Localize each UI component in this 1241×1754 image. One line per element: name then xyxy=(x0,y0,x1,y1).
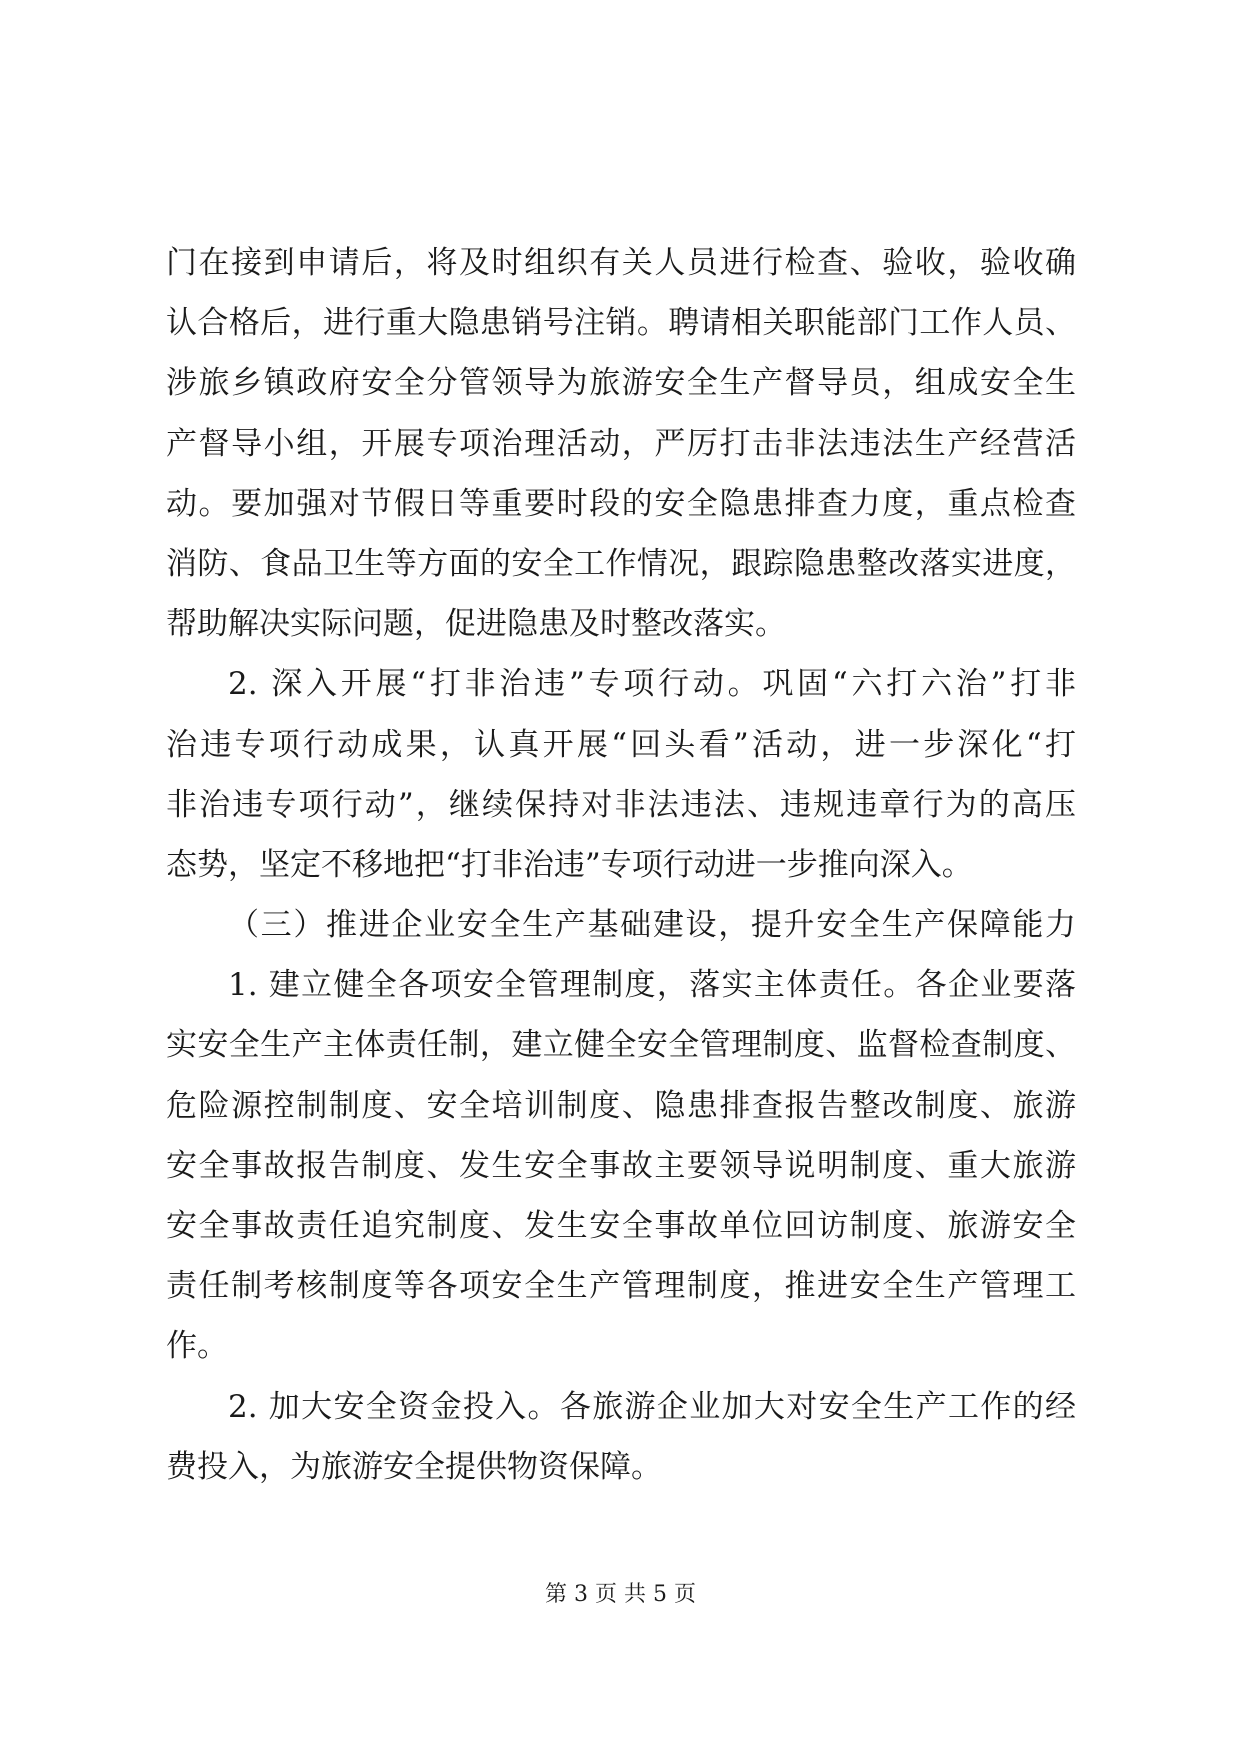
text-line: 安全事故报告制度、发生安全事故主要领导说明制度、重大旅游 xyxy=(166,1147,1076,1184)
page-number-footer: 第 3 页 共 5 页 xyxy=(545,1582,696,1607)
text-line: 危险源控制制度、安全培训制度、隐患排查报告整改制度、旅游 xyxy=(166,1087,1076,1124)
text-line: 作。 xyxy=(166,1328,228,1365)
text-line: 产督导小组，开展专项治理活动，严厉打击非法违法生产经营活 xyxy=(166,425,1076,462)
text-line: 实安全生产主体责任制，建立健全安全管理制度、监督检查制度、 xyxy=(166,1027,1076,1064)
text-line: 2. 深入开展“打非治违”专项行动。巩固“六打六治”打非 xyxy=(228,666,1076,703)
text-line: 责任制考核制度等各项安全生产管理制度，推进安全生产管理工 xyxy=(166,1268,1076,1305)
text-line: 动。要加强对节假日等重要时段的安全隐患排查力度，重点检查 xyxy=(166,485,1076,522)
text-line: 帮助解决实际问题，促进隐患及时整改落实。 xyxy=(166,606,786,643)
text-line: 治违专项行动成果，认真开展“回头看”活动，进一步深化“打 xyxy=(166,726,1076,763)
text-line: 安全事故责任追究制度、发生安全事故单位回访制度、旅游安全 xyxy=(166,1208,1076,1244)
text-line: 消防、食品卫生等方面的安全工作情况，跟踪隐患整改落实进度， xyxy=(166,545,1076,582)
text-line: 非治违专项行动”，继续保持对非法违法、违规违章行为的高压 xyxy=(166,786,1076,823)
text-line: 涉旅乡镇政府安全分管领导为旅游安全生产督导员，组成安全生 xyxy=(166,365,1076,402)
text-line: 态势，坚定不移地把“打非治违”专项行动进一步推向深入。 xyxy=(166,846,973,883)
text-line: 认合格后，进行重大隐患销号注销。聘请相关职能部门工作人员、 xyxy=(166,305,1076,342)
text-line: 1. 建立健全各项安全管理制度，落实主体责任。各企业要落 xyxy=(228,967,1076,1004)
text-line: 2. 加大安全资金投入。各旅游企业加大对安全生产工作的经 xyxy=(228,1388,1076,1425)
text-line: 门在接到申请后，将及时组织有关人员进行检查、验收，验收确 xyxy=(166,245,1076,281)
text-line: （三）推进企业安全生产基础建设，提升安全生产保障能力 xyxy=(228,907,1076,944)
text-line: 费投入，为旅游安全提供物资保障。 xyxy=(166,1448,662,1485)
document-body xyxy=(166,233,1076,1497)
